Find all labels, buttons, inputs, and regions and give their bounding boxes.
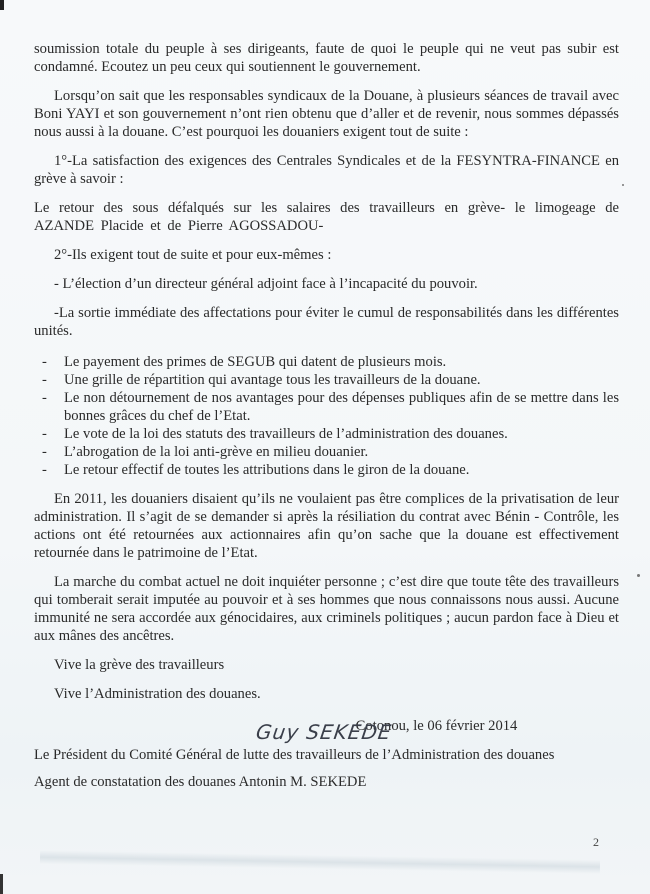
paragraph: La marche du combat actuel ne doit inquiéter personne ; c’est dire que toute tête des travailleurs qui tomberait serait imputée au pouvoir et à ses hommes que nous connaissons nous aussi. Aucune immunité ne sera accordée aux génocidaires, aux criminels politiques ; aucun pardon face à Dieu et aux mânes des ancêtres.	[34, 574, 619, 644]
closing-line: Vive l’Administration des douanes.	[54, 686, 261, 702]
list-item: - Le vote de la loi des statuts des travailleurs de l’administration des douanes.	[34, 425, 619, 443]
document-body	[34, 40, 619, 764]
signatory-title: Le Président du Comité Général de lutte des travailleurs de l’Administration des douanes	[34, 747, 555, 763]
scan-edge-mark	[0, 874, 3, 894]
scan-speck	[637, 574, 640, 577]
list-item: - Une grille de répartition qui avantage tous les travailleurs de la douane.	[34, 371, 619, 389]
paragraph: Le retour des sous défalqués sur les salaires des travailleurs en grève- le limogeage de AZANDE Placide et de Pierre AGOSSADOU-	[34, 200, 619, 234]
page-number: 2	[593, 835, 599, 849]
paragraph: - L’élection d’un directeur général adjoint face à l’incapacité du pouvoir.	[54, 276, 478, 292]
paragraph: Lorsqu’on sait que les responsables syndicaux de la Douane, à plusieurs séances de travail avec Boni YAYI et son gouvernement n’ont rien obtenu que d’aller et de revenir, nous sommes dépassés nous aussi à la douane. C’est pourquoi les douaniers exigent tout de suite :	[34, 88, 619, 140]
list-item: - Le retour effectif de toutes les attributions dans le giron de la douane.	[34, 461, 619, 479]
date-line: Cotonou, le 06 février 2014	[355, 718, 518, 734]
paragraph: soumission totale du peuple à ses dirigeants, faute de quoi le peuple qui ne veut pas subir est condamné. Ecoutez un peu ceux qui soutiennent le gouvernement.	[34, 41, 619, 75]
handwritten-signature: Guy SEKEDE	[254, 720, 394, 744]
paragraph: -La sortie immédiate des affectations pour éviter le cumul de responsabilités dans les différentes unités.	[34, 305, 619, 339]
scan-speck	[622, 184, 624, 186]
scan-shadow	[40, 850, 600, 874]
scan-edge-mark	[0, 0, 4, 10]
demands-list	[34, 353, 619, 479]
signatory-name: Agent de constatation des douanes Antonin M. SEKEDE	[34, 774, 367, 790]
paragraph: En 2011, les douaniers disaient qu’ils ne voulaient pas être complices de la privatisation de leur administration. Il s’agit de se demander si après la résiliation du contrat avec Bénin - Contrôle, les actions ont été retournées aux actionnaires afin qu’on sache que la douane est effectivement retournée dans le patrimoine de l’Etat.	[34, 491, 619, 561]
list-item: - Le non détournement de nos avantages pour des dépenses publiques afin de se mettre dans les bonnes grâces du chef de l’Etat.	[34, 389, 619, 425]
paragraph: 1°-La satisfaction des exigences des Centrales Syndicales et de la FESYNTRA-FINANCE en grève à savoir :	[34, 153, 619, 187]
closing-line: Vive la grève des travailleurs	[54, 657, 225, 673]
paragraph: 2°-Ils exigent tout de suite et pour eux-mêmes :	[54, 247, 332, 263]
list-item: - L’abrogation de la loi anti-grève en milieu douanier.	[34, 443, 619, 461]
list-item: - Le payement des primes de SEGUB qui datent de plusieurs mois.	[34, 353, 619, 371]
